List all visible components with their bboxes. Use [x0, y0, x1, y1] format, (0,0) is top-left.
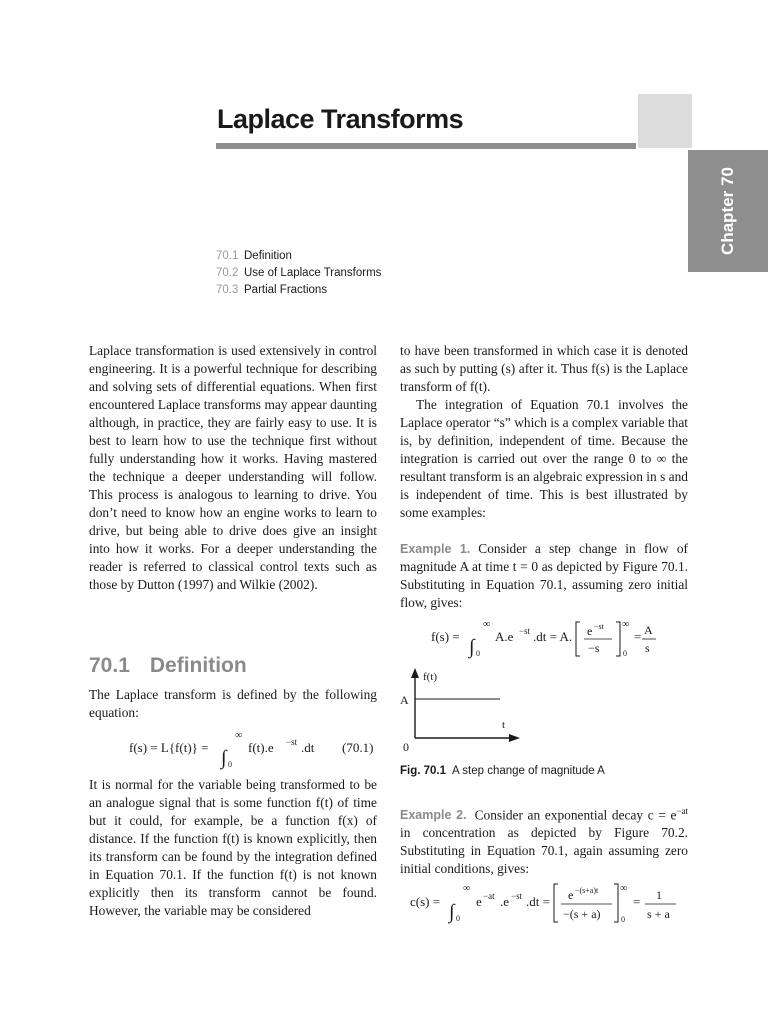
title-rule	[216, 143, 636, 149]
ex2-lhs: c(s) =	[410, 894, 441, 909]
level-label: A	[400, 693, 409, 707]
ex2-mid: .dt =	[526, 894, 550, 909]
equation-70-1	[89, 730, 379, 770]
ex2-result-numerator: 1	[656, 888, 662, 902]
example-2-text-a: Consider an exponential decay c =	[474, 807, 666, 823]
ex2-integrand-b-exp: −st	[511, 891, 523, 901]
eq1-integrand: f(t).e	[248, 740, 274, 755]
ex1-lhs: f(s) =	[431, 629, 460, 644]
chapter-title: Laplace Transforms	[217, 104, 464, 134]
figure-number: Fig. 70.1	[400, 765, 447, 777]
left-column-bottom	[89, 776, 377, 920]
example-2	[400, 802, 688, 878]
integral-sign: ∫	[469, 636, 475, 658]
eq1-lhs: f(s) = L{f(t)} =	[129, 740, 209, 755]
right-column-top	[400, 342, 688, 612]
x-axis-arrow-icon	[509, 734, 520, 742]
intro-column	[89, 342, 377, 594]
ex2-frac-numerator: e	[568, 888, 574, 902]
ex2-frac-denominator: −(s + a)	[563, 907, 601, 921]
toc-item[interactable]	[216, 248, 381, 265]
ex2-integrand-a-exp: −at	[483, 891, 495, 901]
integral-sign: ∫	[221, 747, 227, 769]
toc-item[interactable]	[216, 265, 381, 282]
ex2-integrand-b: .e	[500, 894, 510, 909]
section-number: 70.1	[89, 654, 130, 677]
toc-number: 70.3	[216, 284, 239, 296]
upper-limit: ∞	[235, 730, 243, 741]
right-bracket	[614, 884, 618, 922]
eq1-exponent: −st	[286, 737, 298, 747]
example-1	[400, 540, 688, 612]
example-1-label: Example 1.	[400, 542, 471, 556]
right-bracket	[616, 622, 620, 656]
x-axis-label: t	[502, 719, 506, 731]
y-axis-arrow-icon	[411, 668, 419, 678]
toc-label: Definition	[244, 250, 292, 262]
lower-limit: 0	[623, 649, 627, 658]
figure-70-1	[396, 664, 526, 756]
equals-sign: =	[633, 894, 641, 909]
definition-intro-block	[89, 686, 377, 722]
figure-caption	[400, 765, 605, 777]
paragraph: The integration of Equation 70.1 involves the Laplace operator “s” which is a complex variable that is, by definition, independent of time. Because the integration is carried out over the range 0 to ∞ the resultant transform is an algebraic expression in s and is independent of time. This is best illustrated by some examples:	[400, 397, 688, 520]
ex2-result-denominator: s + a	[647, 907, 670, 921]
ex2-integrand-a: e	[476, 894, 482, 909]
section-heading	[89, 654, 247, 678]
ex1-frac-denominator: −s	[588, 641, 600, 655]
origin-label: 0	[403, 740, 409, 754]
paragraph: to have been transformed in which case it is denoted as such by putting (s) after it. Thus f(s) is the Laplace transform of f(t).	[400, 343, 688, 394]
corner-block	[638, 94, 692, 148]
example-2-equation	[400, 878, 690, 924]
lower-limit: 0	[228, 760, 232, 769]
example-1-equation	[400, 616, 690, 660]
y-axis-label: f(t)	[423, 671, 438, 683]
ex2-frac-numerator-exp: −(s+a)t	[575, 886, 599, 895]
lower-limit: 0	[621, 915, 625, 924]
toc-label: Use of Laplace Transforms	[244, 267, 382, 279]
decay-base: e	[670, 807, 677, 823]
lower-limit: 0	[456, 914, 460, 923]
integral-sign: ∫	[449, 901, 455, 923]
figure-caption-text: A step change of magnitude A	[452, 765, 605, 777]
chapter-tab	[688, 150, 768, 272]
left-bracket	[576, 622, 580, 656]
ex1-exponent: −st	[519, 626, 531, 636]
example-2-paragraph	[400, 802, 688, 878]
eq1-dt: .dt	[301, 740, 315, 755]
table-of-contents	[216, 248, 381, 299]
example-2-label: Example 2.	[400, 808, 467, 823]
intro-paragraph: Laplace transformation is used extensively in control engineering. It is a powerful technique for describing and solving sets of differential equations. When first encountered Laplace transforms may appear daunting although, in practice, they are fairly easy to use. It is best to learn how to use the technique first without fully understanding how it works. Having mastered the technique a deeper understanding will follow. This process is analogous to learning to drive. You don’t need to know how an engine works to learn to drive, but being able to drive does give an insight into how it works. For a deeper understanding the reader is referred to classical control texts such as those by Dutton (1997) and Wilkie (2002).	[89, 343, 377, 592]
lower-limit: 0	[476, 649, 480, 658]
example-1-text: Consider a step change in flow of magnitude A at time t = 0 as depicted by Figure 70.1. Substituting in Equation 70.1, assuming zero initial flow, gives:	[400, 541, 688, 610]
ex1-result-numerator: A	[644, 623, 653, 637]
ex1-frac-numerator-exp: −st	[594, 622, 604, 631]
upper-limit: ∞	[483, 619, 491, 630]
example-2-text-b: in concentration as depicted by Figure 70.2. Substituting in Equation 70.1, again assuming zero initial conditions, gives:	[400, 825, 688, 877]
section-title: Definition	[149, 654, 247, 677]
explanation-paragraph: It is normal for the variable being transformed to be an analogue signal that is some function f(t) of time but it could, for example, be a function f(x) of distance. If the function f(t) is known explicitly, then its transform can be found by the integration defined in Equation 70.1. If the function f(t) is not known explicitly then its transform cannot be found. However, the variable may be considered	[89, 777, 377, 918]
ex1-integrand: A.e	[495, 629, 514, 644]
ex1-mid: .dt = A.	[533, 629, 573, 644]
upper-limit: ∞	[620, 883, 628, 894]
ex1-frac-numerator: e	[587, 624, 593, 638]
toc-label: Partial Fractions	[244, 284, 328, 296]
ex1-result-denominator: s	[645, 641, 650, 655]
upper-limit: ∞	[622, 619, 630, 630]
upper-limit: ∞	[463, 883, 471, 894]
equals-sign: =	[634, 629, 642, 644]
toc-number: 70.2	[216, 267, 239, 279]
definition-intro: The Laplace transform is defined by the following equation:	[89, 687, 377, 720]
decay-exponent: −at	[676, 806, 688, 816]
toc-number: 70.1	[216, 250, 239, 262]
toc-item[interactable]	[216, 282, 381, 299]
chapter-tab-label: Chapter 70	[718, 167, 737, 255]
equation-number: (70.1)	[342, 740, 374, 755]
left-bracket	[554, 884, 558, 922]
